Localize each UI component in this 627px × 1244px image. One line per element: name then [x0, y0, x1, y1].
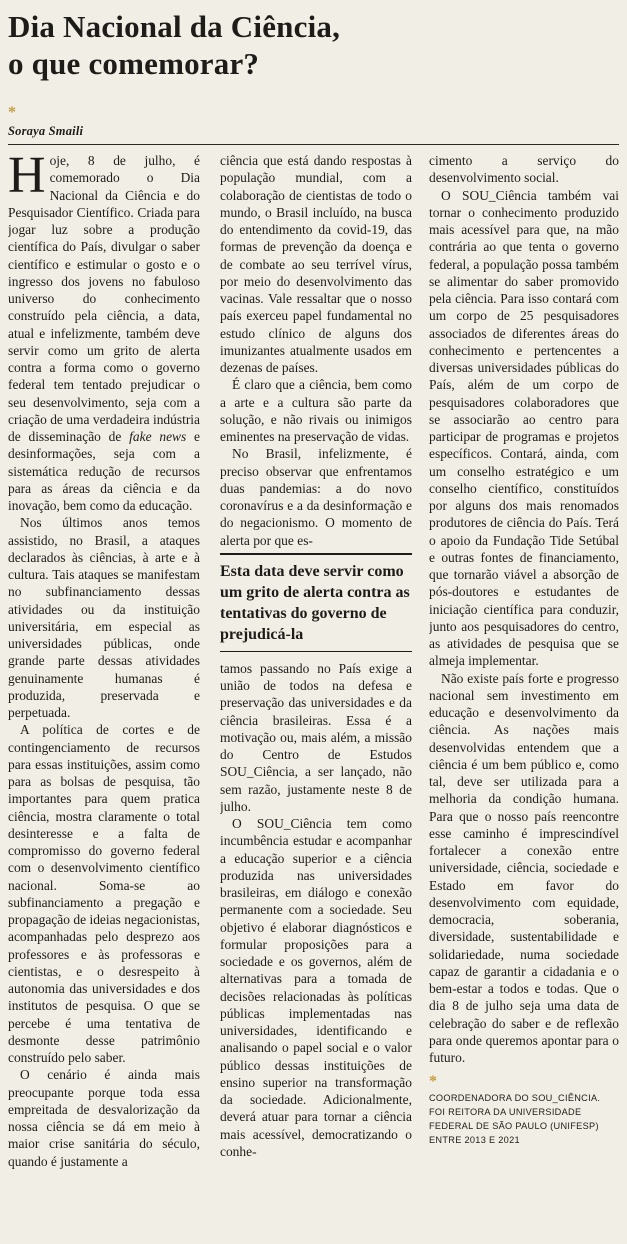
paragraph: No Brasil, infelizmente, é preciso observar que enfrentamos duas pandemias: a do novo coronavírus e a da desinformação e do negacionismo. O momento de alerta por que es- [220, 446, 412, 548]
headline-line-2: o que comemorar? [8, 46, 260, 81]
author-byline: Soraya Smaili [8, 124, 84, 138]
column-3 [429, 152, 619, 1237]
italic-term: fake news [129, 429, 187, 444]
author-bio [429, 1092, 619, 1147]
paragraph: ciência que está dando respostas à população mundial, com a colaboração de cientistas de todo o mundo, o Brasil incluído, na busca do entendimento da covid-19, das formas de prevenção da doença e de combate ao seu terrível vírus, por meio do desenvolvimento das vacinas. Vale ressaltar que o nosso país exerceu papel fundamental no estudo clínico de alguns dos imunizantes atualmente usados em dezenas de países. [220, 153, 412, 375]
paragraph: Não existe país forte e progresso nacional sem investimento em educação e desenvolvimento da ciência. As nações mais desenvolvidas entendem que a ciência é um bem público e, como tal, deve ser utilizada para a melhoria da condição humana. Para que o nosso país reencontre esse caminho é imprescindível fortalecer a conexão entre universidade, ciência, sociedade e Estado em favor do desenvolvimento com equidade, democracia, soberania, diversidade, sustentabilidade e solidariedade, numa sociedade capaz de garantir a cidadania e o bem-estar a todos e todas. Que o dia 8 de julho seja uma data de celebração do saber e de reflexão para onde queremos apontar para o futuro. [429, 670, 619, 1065]
headline [8, 8, 608, 82]
paragraph: Nos últimos anos temos assistido, no Brasil, a ataques declarados às ciências, à arte e à cultura. Tais ataques se manifestam no subfinanciamento dessas atividades ou da instituição universitária, em especial as universidades públicas, onde grande parte dessas atividades genuinamente humanas é produzida, preservada e perpetuada. [8, 515, 200, 720]
paragraph: cimento a serviço do desenvolvimento social. [429, 153, 619, 186]
asterisk-ornament-icon: * [429, 1073, 437, 1091]
paragraph-text: oje, 8 de julho, é comemorado o Dia Nacional da Ciência e do Pesquisador Científico. Criada para jogar luz sobre a produção científica do País, divulgar o saber científico e estimular o gosto e o ingresso dos jovens no fabuloso universo do conhecimento construído pela ciência, a data, atual e infelizmente, também deve servir como um grito de alerta contra a forma como o governo federal tem tentado prejudicar o seu desenvolvimento, seja com a criação de uma verdadeira indústria de disseminação de [8, 153, 200, 444]
paragraph: O SOU_Ciência também vai tornar o conhecimento produzido mais acessível para que, na mão contrária ao que tenta o governo federal, a população possa também se alimentar do saber promovido pela ciência. Para isso contará com um corpo de 25 pesquisadores associados de diferentes áreas do conhecimento e pertencentes a diversas universidades públicas do País, além de um corpo de pesquisadores colaboradores que se associarão ao centro para participar de programas e projetos específicos. Contará, ainda, com um conselho estratégico e um conselho científico, constituídos por alguns dos mais renomados produtores de ciência do País. Terá o apoio da Fundação Tide Setúbal e outras fontes de financiamento, que tornarão viável a absorção de pós-doutores e estudantes de iniciação científica para conduzir, junto aos pesquisadores do centro, as atividades de pesquisa que se almeja implementar. [429, 187, 619, 669]
column-2 [220, 152, 412, 1237]
paragraph [8, 152, 200, 514]
column-1 [8, 152, 200, 1237]
paragraph: O SOU_Ciência tem como incumbência estudar e acompanhar a educação superior e a ciência produzida nas universidades brasileiras, em diálogo e conexão permanente com a sociedade. Seu objetivo é elaborar diagnósticos e formular proposições para a sociedade e os governos, além de alternativas para a tomada de decisões relacionadas às políticas públicas implementadas nas universidades, identificando e analisando o papel social e o valor público dessas instituições de ensino superior na transformação da sociedade. Adicionalmente, deverá atuar para tornar a ciência mais acessível, democratizando o conhe- [220, 816, 412, 1159]
bio-line: FEDERAL DE SÃO PAULO (UNIFESP) [429, 1120, 599, 1131]
bio-line: ENTRE 2013 E 2021 [429, 1134, 520, 1145]
bio-line: FOI REITORA DA UNIVERSIDADE [429, 1107, 582, 1118]
paragraph: É claro que a ciência, bem como a arte e a cultura são parte da solução, e não rivais ou inimigos eminentes na preservação de vidas. [220, 377, 412, 444]
divider-rule [8, 144, 619, 145]
paragraph: tamos passando no País exige a união de todos na defesa e preservação das universidades e da ciência brasileiras. Essa é a motivação ou, mais além, a missão do Centro de Estudos SOU_Ciência, a ser lançado, não sem razão, justamente neste 8 de julho. [220, 660, 412, 814]
bio-line: COORDENADORA DO SOU_CIÊNCIA. [429, 1093, 601, 1104]
paragraph: O cenário é ainda mais preocupante porque toda essa empreitada de desvalorização da nossa ciência se dá em meio à maior crise sanitária do século, quando é justamente a [8, 1067, 200, 1169]
paragraph: A política de cortes e de contingenciamento de recursos para essas instituições, assim como para as bolsas de pesquisa, tão importantes para quem pratica ciência, mostra claramente o total desinteresse e a falta de compromisso do governo federal com o desenvolvimento científico nacional. Soma-se ao subfinanciamento a pregação e propagação de ideias negacionistas, acompanhadas pelo desprezo aos professores e às professoras e cientistas, e o desrespeito à autonomia das universidades e dos institutos de pesquisa. O que se percebe é uma tentativa de desmonte desse patrimônio construído pelo saber. [8, 722, 200, 1065]
paragraph-text: e desinformações, seja com a sistemática redução de recursos para as áreas da ciência e da inovação, bem como da educação. [8, 429, 200, 513]
drop-cap: H [8, 152, 46, 204]
pull-quote: Esta data deve servir como um grito de alerta contra as tentativas do governo de prejudicá-la [220, 553, 412, 652]
headline-line-1: Dia Nacional da Ciência, [8, 9, 341, 44]
asterisk-ornament-icon: * [8, 104, 16, 121]
